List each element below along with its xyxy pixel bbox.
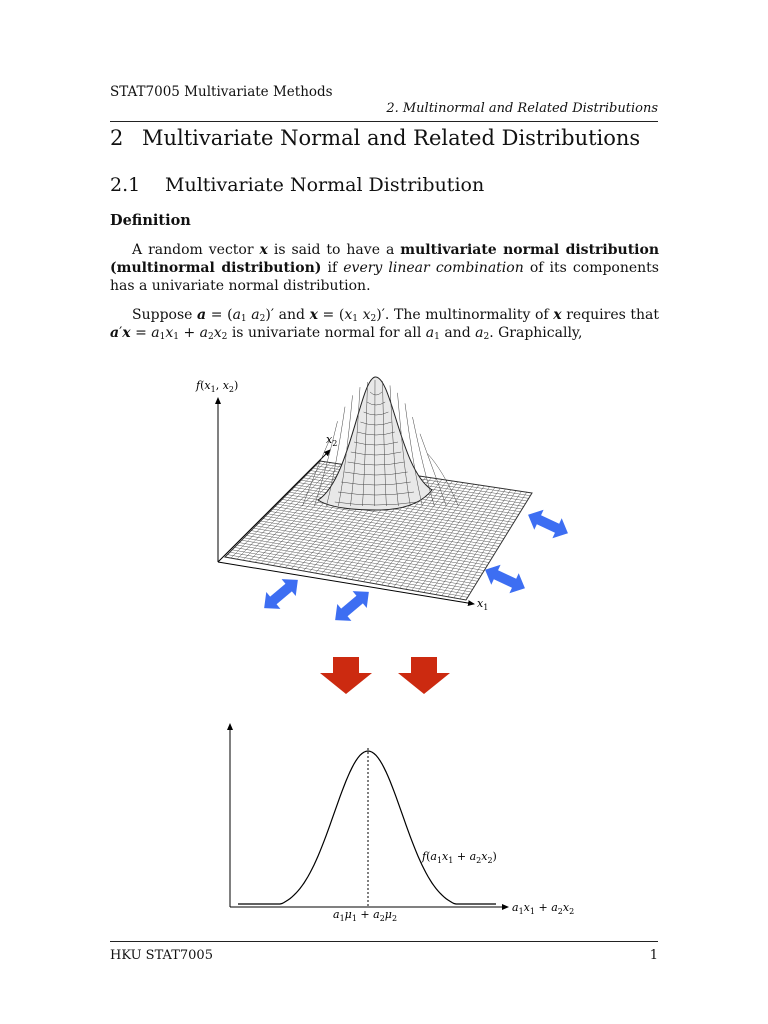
footer-rule [110, 941, 658, 942]
down-arrow-icon [398, 657, 450, 694]
univariate-normal-plot [230, 724, 574, 923]
subsection-title: Multivariate Normal Distribution [165, 174, 485, 196]
subsection-number: 2.1 [110, 174, 141, 196]
suppose-paragraph: Suppose $a = (a_1$ $a_2)'$ and $x = (x_1$ $x_2)'$. The multinormality of x requires that $a'x = a_1x_1 + a_2x_2$ is univariate normal for all $a_1$ and $a_2$. Graphically, [110, 307, 660, 342]
curve-label: $f(a_1x_1 + a_2x_2)$ [422, 850, 497, 865]
bivariate-surface-plot [195, 377, 532, 612]
x2-axis [218, 450, 330, 562]
definition-paragraph: A random vector x is said to have a multivariate normal distribution (multinormal distribution) if every linear combination of its components has a univariate normal distribution. [110, 242, 659, 294]
x2-axis-label: $x_2$ [326, 433, 338, 448]
page-number: 1 [649, 948, 658, 963]
down-arrow-icon [320, 657, 372, 694]
horizontal-axis-label: $a_1x_1 + a_2x_2$ [512, 901, 575, 916]
double-arrow-icon [523, 505, 572, 544]
red-down-arrows [320, 657, 450, 694]
mean-label: $a_1\mu_1 + a_2\mu_2$ [333, 908, 398, 923]
double-arrow-icon [257, 571, 305, 616]
definition-heading: Definition [110, 212, 191, 229]
x1-axis-label: $x_1$ [477, 597, 489, 612]
footer-course: HKU STAT7005 [110, 948, 213, 963]
double-arrow-icon [328, 583, 376, 628]
section-number: 2 [110, 126, 124, 150]
section-title: Multivariate Normal and Related Distributions [142, 126, 641, 150]
running-header-course: STAT7005 Multivariate Methods [110, 84, 333, 100]
f-axis-label: $f(x_1$, $x_2$) [196, 379, 239, 394]
normal-curve [238, 751, 496, 904]
running-header-chapter: 2. Multinormal and Related Distributions [386, 101, 658, 116]
